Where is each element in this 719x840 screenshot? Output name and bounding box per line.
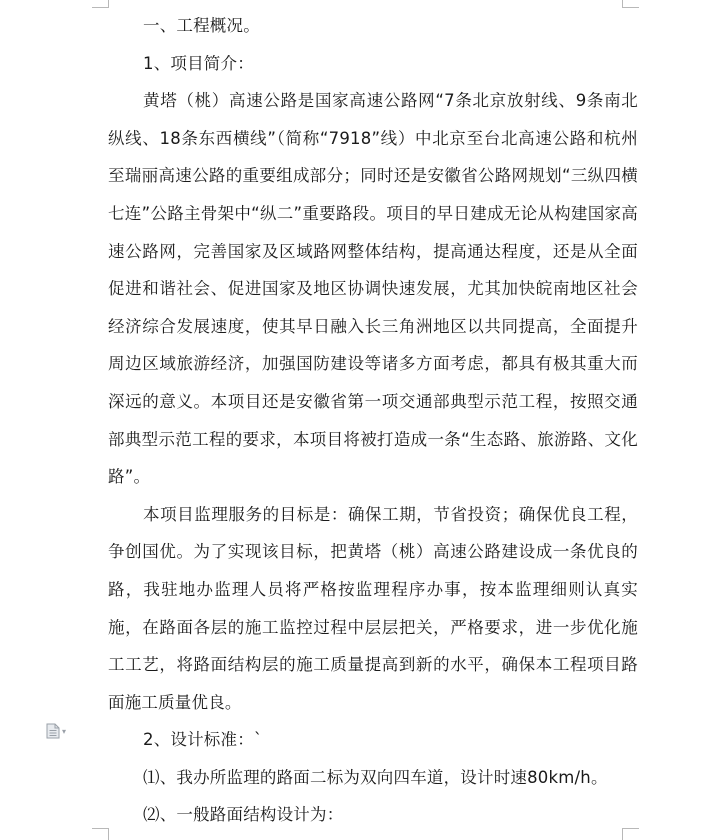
paragraph-options-button[interactable] [46, 723, 66, 739]
document-icon [46, 723, 60, 739]
crop-mark-bottom-left [92, 828, 109, 840]
design-standard-heading: 2、设计标准：` [143, 730, 263, 750]
design-item-1: ⑴、我办所监理的路面二标为双向四车道，设计时速80km/h。 [143, 767, 608, 787]
project-intro-paragraph: 黄塔（桃）高速公路是国家高速公路网“7条北京放射线、9条南北纵线、18条东西横线”（简称“7918”线）中北京至台北高速公路和杭州至瑞丽高速公路的重要组成部分；同时还是安徽省公路网规划“三纵四横七连”公路主骨架中“纵二”重要路段。项目的早日建成无论从构建国家高速公路网，完善国家及区域路网整体结构，提高通达程度，还是从全面促进和谐社会、促进国家及地区协调快速发展，尤其加快皖南地区社会经济综合发展速度，使其早日融入长三角洲地区以共同提高，全面提升周边区域旅游经济，加强国防建设等诸多方面考虑，都具有极其重大而深远的意义。本项目还是安徽省第一项交通部典型示范工程，按照交通部典型示范工程的要求，本项目将被打造成一条“生态路、旅游路、文化路”。 [108, 91, 638, 487]
design-item-2: ⑵、一般路面结构设计为： [143, 805, 344, 825]
supervision-goal-paragraph: 本项目监理服务的目标是：确保工期，节省投资；确保优良工程，争创国优。为了实现该目标，把黄塔（桃）高速公路建设成一条优良的路，我驻地办监理人员将严格按监理程序办事，按本监理细则认真实施，在路面各层的施工监控过程中层层把关，严格要求，进一步优化施工工艺，将路面结构层的施工质量提高到新的水平，确保本工程项目路面施工质量优良。 [108, 504, 638, 712]
subsection-heading: 1、项目简介： [143, 53, 254, 73]
section-heading: 一、工程概况。 [143, 16, 260, 35]
chevron-down-icon: ▾ [62, 726, 67, 736]
document-body [108, 7, 638, 834]
crop-mark-top-left [92, 0, 109, 8]
